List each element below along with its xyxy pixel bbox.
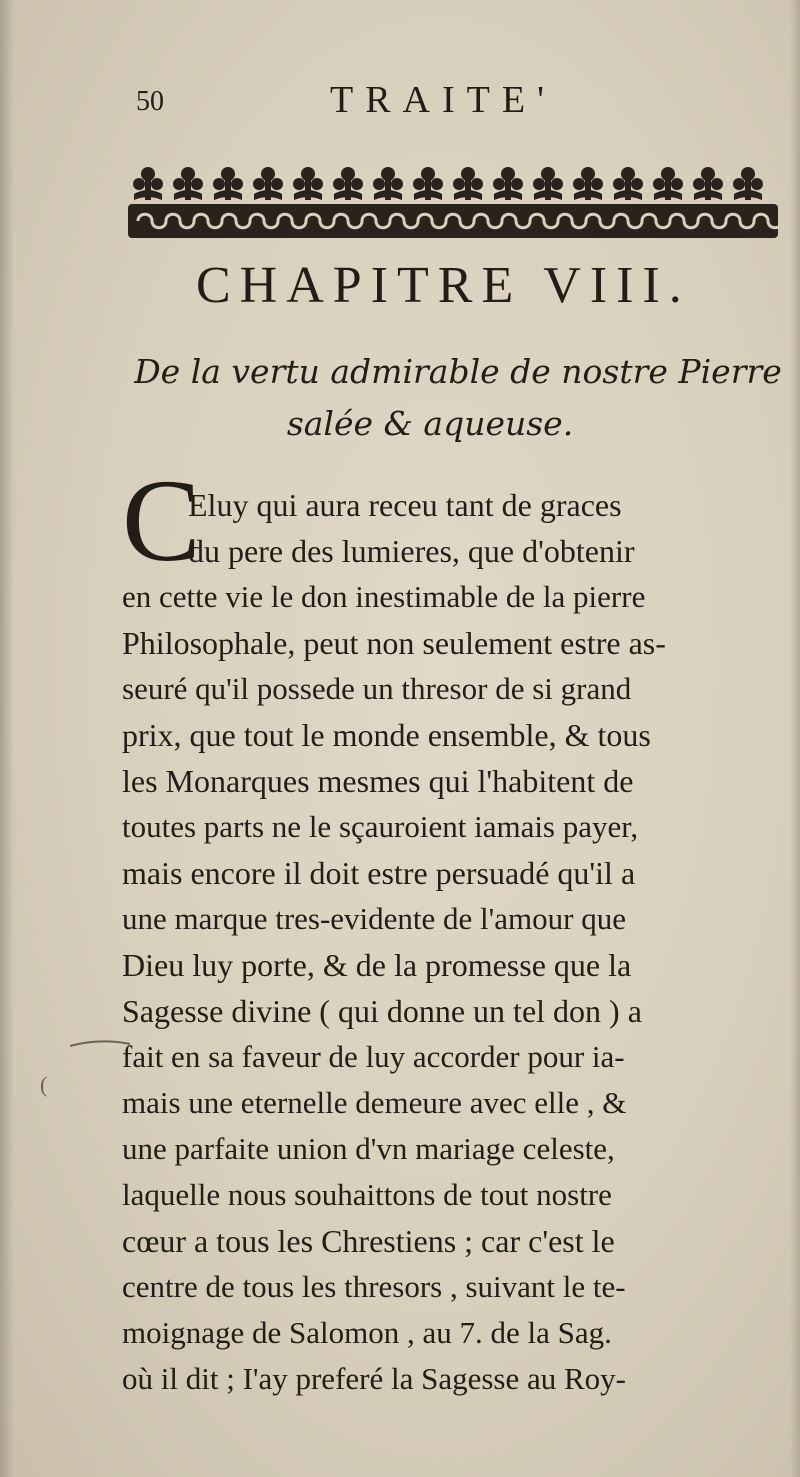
chapter-subtitle-line-2: salée & aqueuse. bbox=[286, 404, 574, 443]
body-line: mais une eternelle demeure avec elle , & bbox=[122, 1085, 627, 1120]
body-line: seuré qu'il possede un thresor de si grand bbox=[122, 671, 632, 706]
page-shadow-left bbox=[0, 0, 14, 1477]
body-line: les Monarques mesmes qui l'habitent de bbox=[122, 763, 634, 799]
body-line: cœur a tous les Chrestiens ; car c'est le bbox=[122, 1223, 615, 1259]
body-line: mais encore il doit estre persuadé qu'il a bbox=[122, 855, 636, 891]
body-line: prix, que tout le monde ensemble, & tous bbox=[122, 717, 651, 753]
page-shadow-right bbox=[790, 0, 800, 1477]
body-line: laquelle nous souhaittons de tout nostre bbox=[122, 1177, 612, 1212]
body-line: une marque tres-evidente de l'amour que bbox=[122, 901, 626, 936]
body-line: une parfaite union d'vn mariage celeste, bbox=[122, 1131, 615, 1166]
body-line: Sagesse divine ( qui donne un tel don ) a bbox=[122, 993, 642, 1029]
chapter-subtitle-line-1: De la vertu admirable de nostre Pierre bbox=[134, 352, 782, 391]
body-line: en cette vie le don inestimable de la pierre bbox=[122, 579, 646, 614]
page-number: 50 bbox=[136, 86, 164, 117]
running-title: TRAITE' bbox=[330, 79, 556, 121]
chapter-heading: CHAPITRE VIII. bbox=[196, 257, 691, 314]
printer-ornament-band bbox=[128, 160, 778, 242]
body-line: fait en sa faveur de luy accorder pour ia- bbox=[122, 1039, 625, 1074]
body-line: du pere des lumieres, que d'obtenir bbox=[188, 533, 635, 569]
body-line: moignage de Salomon , au 7. de la Sag. bbox=[122, 1315, 612, 1350]
body-line: centre de tous les thresors , suivant le te- bbox=[122, 1269, 626, 1304]
body-line: où il dit ; I'ay preferé la Sagesse au Roy- bbox=[122, 1361, 627, 1396]
body-line: Eluy qui aura receu tant de graces bbox=[188, 487, 622, 523]
body-line: Philosophale, peut non seulement estre as- bbox=[122, 625, 666, 661]
body-line: toutes parts ne le sçauroient iamais payer, bbox=[122, 809, 639, 844]
body-line: Dieu luy porte, & de la promesse que la bbox=[122, 947, 632, 983]
margin-pen-mark: ( bbox=[40, 1072, 48, 1097]
margin-rule-mark bbox=[70, 1034, 130, 1058]
drop-cap: C bbox=[122, 455, 201, 586]
page-header bbox=[130, 78, 650, 122]
